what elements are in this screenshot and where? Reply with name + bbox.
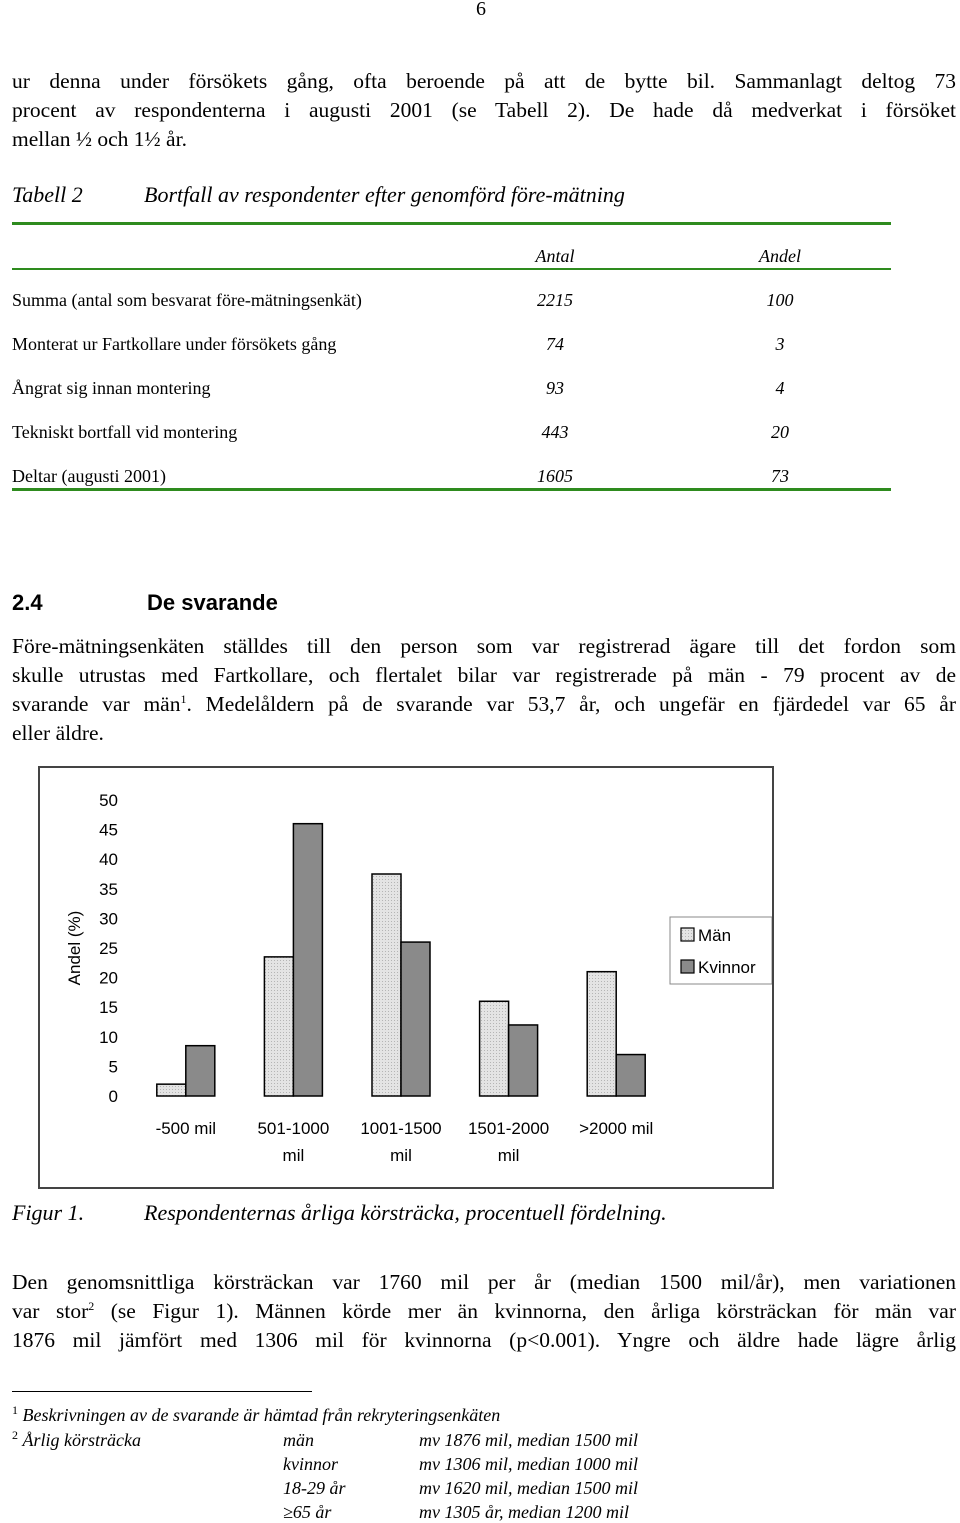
footnote-2: [12, 1430, 141, 1451]
bar-kvinnor: [186, 1046, 215, 1096]
footnote-text: Årlig körsträcka: [22, 1430, 141, 1450]
table-cell-antal: 2215: [537, 290, 573, 310]
table-top-rule: [12, 222, 891, 225]
y-tick-label: 10: [99, 1027, 118, 1047]
x-tick-label: 1001-1500: [360, 1119, 442, 1138]
footnote-group: män: [283, 1430, 314, 1450]
table-bottom-rule: [12, 488, 891, 491]
bar-man: [264, 957, 293, 1096]
y-axis-label: Andel (%): [65, 910, 84, 986]
footnote-text: Beskrivningen av de svarande är hämtad från rekryteringsenkäten: [22, 1405, 501, 1425]
table-cell-andel: 73: [771, 466, 789, 486]
bar-kvinnor: [509, 1025, 538, 1096]
table-column-header-andel: Andel: [759, 246, 801, 266]
section-paragraph: [12, 632, 956, 748]
results-line-text: var stor: [12, 1299, 89, 1323]
table-cell-andel: 100: [766, 290, 794, 310]
footnote-mark: 1: [12, 1403, 18, 1417]
footnote-value: mv 1620 mil, median 1500 mil: [419, 1478, 638, 1498]
y-tick-label: 25: [99, 939, 118, 958]
x-tick-label: mil: [497, 1146, 520, 1165]
table-header-rule: [12, 268, 891, 270]
legend-label: Kvinnor: [698, 958, 756, 977]
table-cell-antal: 93: [546, 378, 564, 398]
footnote-separator: [12, 1391, 312, 1392]
legend-swatch: [681, 928, 694, 941]
table-cell-antal: 1605: [537, 466, 573, 486]
page-number: 6: [476, 0, 486, 20]
x-tick-label: -500 mil: [155, 1119, 217, 1138]
y-tick-label: 30: [99, 909, 118, 929]
section-line-text: svarande var män: [12, 692, 181, 716]
results-line: [12, 1297, 956, 1326]
section-line: [12, 690, 956, 719]
bar-kvinnor: [616, 1055, 645, 1096]
results-line-text: (se Figur 1). Männen körde mer än kvinnorna, den årliga körsträckan för män var: [94, 1299, 956, 1323]
section-line: Före-mätningsenkäten ställdes till den person som var registrerad ägare till det fordon som: [12, 634, 956, 658]
footnote-value: mv 1305 år, median 1200 mil: [419, 1502, 629, 1522]
legend-swatch: [681, 960, 694, 973]
results-paragraph: [12, 1268, 956, 1355]
table-cell-andel: 4: [775, 378, 785, 398]
footnote-group: ≥65 år: [283, 1502, 332, 1522]
footnote-ref: 2: [88, 1298, 95, 1313]
table-cell-antal: 443: [541, 422, 569, 442]
x-tick-label: 501-1000: [257, 1119, 330, 1138]
intro-line: ur denna under försökets gång, ofta beroende på att de bytte bil. Sammanlagt deltog 73: [12, 69, 956, 93]
bar-man: [480, 1001, 509, 1096]
x-tick-label: 1501-2000: [467, 1119, 550, 1138]
bar-kvinnor: [293, 824, 322, 1096]
bar-chart: [40, 768, 772, 1187]
y-tick-label: 35: [99, 879, 118, 899]
footnote-value: mv 1876 mil, median 1500 mil: [419, 1430, 638, 1450]
y-tick-label: 45: [99, 820, 118, 840]
table-row-label: Monterat ur Fartkollare under försökets gång: [12, 334, 337, 354]
table-column-header-antal: Antal: [535, 246, 575, 266]
section-line: skulle utrustas med Fartkollare, och flertalet bilar var registrerade på män - 79 procent av de: [12, 663, 956, 687]
table-row-label: Tekniskt bortfall vid montering: [12, 422, 238, 442]
intro-line: procent av respondenterna i augusti 2001 (se Tabell 2). De hade då medverkat i försöket: [12, 98, 956, 122]
y-tick-label: 40: [99, 850, 118, 870]
y-tick-label: 0: [108, 1087, 118, 1106]
y-tick-label: 15: [99, 998, 118, 1018]
footnote-value: mv 1306 mil, median 1000 mil: [419, 1454, 638, 1474]
table-row-label: Ångrat sig innan montering: [12, 378, 211, 398]
intro-line: mellan ½ och 1½ år.: [12, 127, 187, 151]
section-number: 2.4: [12, 590, 43, 615]
footnote-ref: 1: [180, 691, 187, 706]
footnote-1: [12, 1405, 500, 1426]
y-tick-label: 50: [99, 791, 118, 810]
table-cell-andel: 3: [775, 334, 785, 354]
y-tick-label: 5: [108, 1057, 118, 1077]
bar-man: [372, 874, 401, 1096]
footnote-group: 18-29 år: [283, 1478, 346, 1498]
footnote-mark: 2: [12, 1428, 18, 1442]
x-tick-label: mil: [390, 1146, 412, 1165]
table-row-label: Summa (antal som besvarat före-mätningsenkät): [12, 290, 362, 310]
results-line: 1876 mil jämfört med 1306 mil för kvinnorna (p<0.001). Yngre och äldre hade lägre årlig: [12, 1328, 956, 1352]
x-tick-label: mil: [282, 1146, 305, 1165]
bar-man: [587, 972, 616, 1096]
intro-paragraph: [12, 67, 956, 154]
section-title: De svarande: [147, 590, 278, 615]
figure-caption: Respondenternas årliga körsträcka, procentuell fördelning.: [144, 1200, 667, 1225]
section-line: eller äldre.: [12, 721, 104, 745]
table-label: Tabell 2: [12, 182, 83, 207]
results-line: Den genomsnittliga körsträckan var 1760 mil per år (median 1500 mil/år), men variationen: [12, 1270, 956, 1294]
section-line-text: . Medelåldern på de svarande var 53,7 år, och ungefär en fjärdedel var 65 år: [186, 692, 957, 716]
x-tick-label: >2000 mil: [579, 1119, 654, 1138]
figure-label: Figur 1.: [12, 1200, 85, 1225]
footnote-group: kvinnor: [283, 1454, 338, 1474]
bar-kvinnor: [401, 942, 430, 1096]
y-tick-label: 20: [99, 968, 118, 988]
table-cell-andel: 20: [771, 422, 789, 442]
table-title: Bortfall av respondenter efter genomförd före-mätning: [144, 182, 625, 207]
table-cell-antal: 74: [546, 334, 564, 354]
table-row-label: Deltar (augusti 2001): [12, 466, 166, 486]
chart-frame: [38, 766, 774, 1189]
bar-man: [157, 1084, 186, 1096]
legend-label: Män: [698, 926, 732, 945]
